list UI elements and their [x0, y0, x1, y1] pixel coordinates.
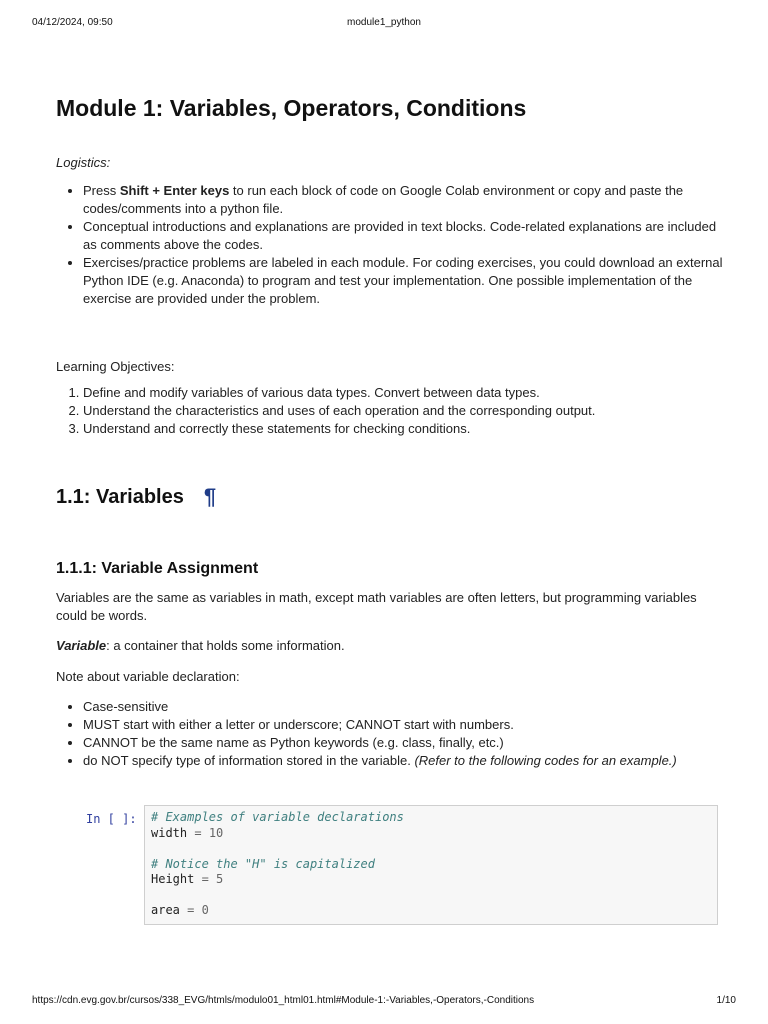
code-variable: area [151, 903, 180, 917]
list-item: 2. Understand the characteristics and uses of each operation and the corresponding output. [83, 402, 726, 420]
list-item-text: to run each block of code on Google Colab environment or copy and paste the codes/comments into a python file. [83, 183, 684, 216]
page-number: 1/10 [716, 995, 736, 1006]
notes-list [56, 698, 726, 770]
notebook-content [56, 92, 726, 770]
list-item: • CANNOT be the same name as Python keywords (e.g. class, finally, etc.) [83, 734, 726, 752]
code-operator: = [179, 903, 202, 917]
code-number: 5 [216, 872, 224, 886]
list-item: • Exercises/practice problems are labeled in each module. For coding exercises, you could download an external Python IDE (e.g. Anaconda) to program and test your implementation. One possible implementation of the exercise are provided under the problem. [83, 254, 726, 308]
code-editor[interactable] [144, 805, 718, 925]
subsection-title: 1.1.1: Variable Assignment [56, 560, 259, 577]
keyboard-shortcut-text: Shift + Enter keys [119, 183, 230, 198]
objectives-label: Learning Objectives: [56, 359, 175, 374]
code-cell [86, 805, 718, 925]
list-item: 3. Understand and correctly these statements for checking conditions. [83, 420, 726, 438]
list-item-emphasis: (Refer to the following codes for an example.) [414, 753, 677, 768]
list-item [83, 752, 726, 770]
code-operator: = [187, 825, 209, 840]
objectives-list [56, 384, 726, 438]
print-url: https://cdn.evg.gov.br/cursos/338_EVG/htmls/modulo01_html01.html#Module-1:-Variables,-Operators,-Conditions [32, 995, 535, 1006]
variable-definition: : a container that holds some information. [106, 638, 345, 653]
print-datetime: 04/12/2024, 09:50 [32, 17, 113, 28]
list-item: • Case-sensitive [83, 698, 726, 716]
code-comment: # Examples of variable declarations [151, 810, 404, 824]
intro-paragraph: Variables are the same as variables in math, except math variables are often letters, but programming variables could be words. [56, 590, 697, 623]
list-item: 1. Define and modify variables of various data types. Convert between data types. [83, 384, 726, 402]
logistics-list [56, 182, 726, 308]
list-item [83, 182, 726, 218]
list-item-text: Press [83, 183, 120, 198]
print-title: module1_python [347, 17, 421, 28]
code-number: 10 [208, 825, 224, 840]
list-item-text: do NOT specify type of information stored in the variable. [83, 753, 415, 768]
code-operator: = [194, 872, 217, 886]
cell-prompt: In [ ]: [86, 812, 137, 826]
variable-term: Variable [56, 638, 107, 653]
section-heading [56, 484, 726, 510]
anchor-link-icon[interactable]: ¶ [203, 484, 217, 509]
code-number: 0 [201, 903, 209, 917]
note-label: Note about variable declaration: [56, 669, 240, 684]
section-title: 1.1: Variables [56, 485, 184, 508]
list-item: • MUST start with either a letter or underscore; CANNOT start with numbers. [83, 716, 726, 734]
definition-paragraph [56, 637, 726, 655]
code-comment: # Notice the "H" is capitalized [151, 856, 375, 871]
list-item: • Conceptual introductions and explanations are provided in text blocks. Code-related explanations are included as comments above the codes. [83, 218, 726, 254]
code-variable: width [151, 825, 188, 840]
code-text[interactable] [145, 806, 717, 923]
logistics-label: Logistics: [56, 155, 111, 170]
code-variable: Height [151, 872, 195, 886]
page-title: Module 1: Variables, Operators, Conditions [56, 95, 527, 121]
